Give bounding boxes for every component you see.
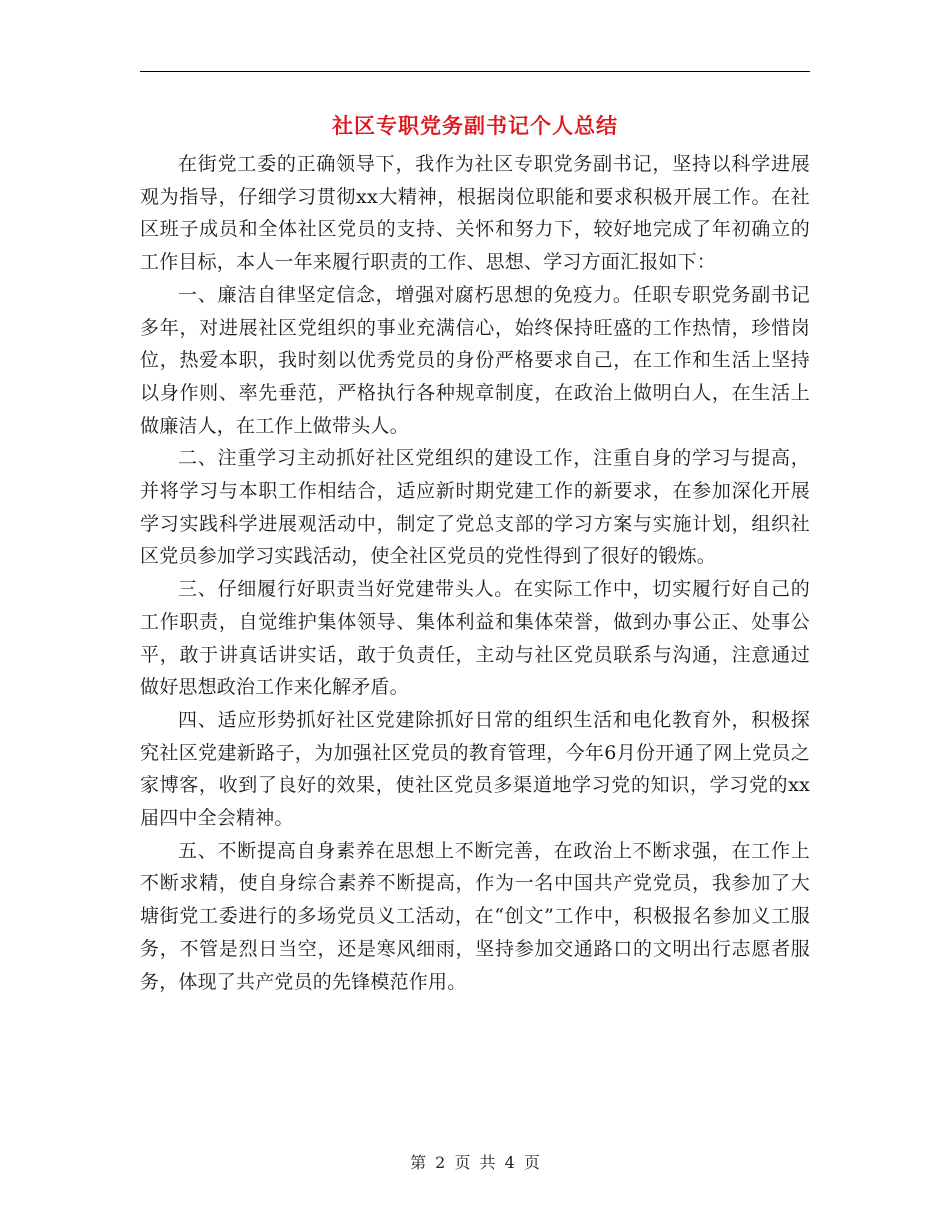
header-rule <box>140 71 810 72</box>
paragraph-section-3: 三、仔细履行好职责当好党建带头人。在实际工作中，切实履行好自己的工作职责，自觉维护集体领导、集体利益和集体荣誉，做到办事公正、处事公平，敢于讲真话讲实话，敢于负责任，主动与社区党员联系与沟通，注意通过做好思想政治工作来化解矛盾。 <box>140 578 810 699</box>
paragraph-section-1: 一、廉洁自律坚定信念，增强对腐朽思想的免疫力。任职专职党务副书记多年，对进展社区党组织的事业充满信心，始终保持旺盛的工作热情，珍惜岗位，热爱本职，我时刻以优秀党员的身份严格要求自己，在工作和生活上坚持以身作则、率先垂范，严格执行各种规章制度，在政治上做明白人，在生活上做廉洁人，在工作上做带头人。 <box>140 283 810 437</box>
paragraph-section-4: 四、适应形势抓好社区党建除抓好日常的组织生活和电化教育外，积极探究社区党建新路子，为加强社区党员的教育管理，今年6月份开通了网上党员之家博客，收到了良好的效果，使社区党员多渠道地学习党的知识，学习党的xx届四中全会精神。 <box>140 708 810 830</box>
paragraph-intro: 在街党工委的正确领导下，我作为社区专职党务副书记，坚持以科学进展观为指导，仔细学习贯彻xx大精神，根据岗位职能和要求积极开展工作。在社区班子成员和全体社区党员的支持、关怀和努力下，较好地完成了年初确立的工作目标，本人一年来履行职责的工作、思想、学习方面汇报如下： <box>140 153 810 274</box>
paragraph-section-2: 二、注重学习主动抓好社区党组织的建设工作，注重自身的学习与提高，并将学习与本职工作相结合，适应新时期党建工作的新要求，在参加深化开展学习实践科学进展观活动中，制定了党总支部的学习方案与实施计划，组织社区党员参加学习实践活动，使全社区党员的党性得到了很好的锻炼。 <box>140 447 810 568</box>
paragraph-section-5: 五、不断提高自身素养在思想上不断完善，在政治上不断求强，在工作上不断求精，使自身综合素养不断提高，作为一名中国共产党党员，我参加了大塘街党工委进行的多场党员义工活动，在“创文”工作中，积极报名参加义工服务，不管是烈日当空，还是寒风细雨，坚持参加交通路口的文明出行志愿者服务，体现了共产党员的先锋模范作用。 <box>140 839 810 993</box>
page-number-footer: 第 2 页 共 4 页 <box>410 1153 540 1172</box>
document-body <box>140 148 810 998</box>
document-title: 社区专职党务副书记个人总结 <box>332 114 618 138</box>
